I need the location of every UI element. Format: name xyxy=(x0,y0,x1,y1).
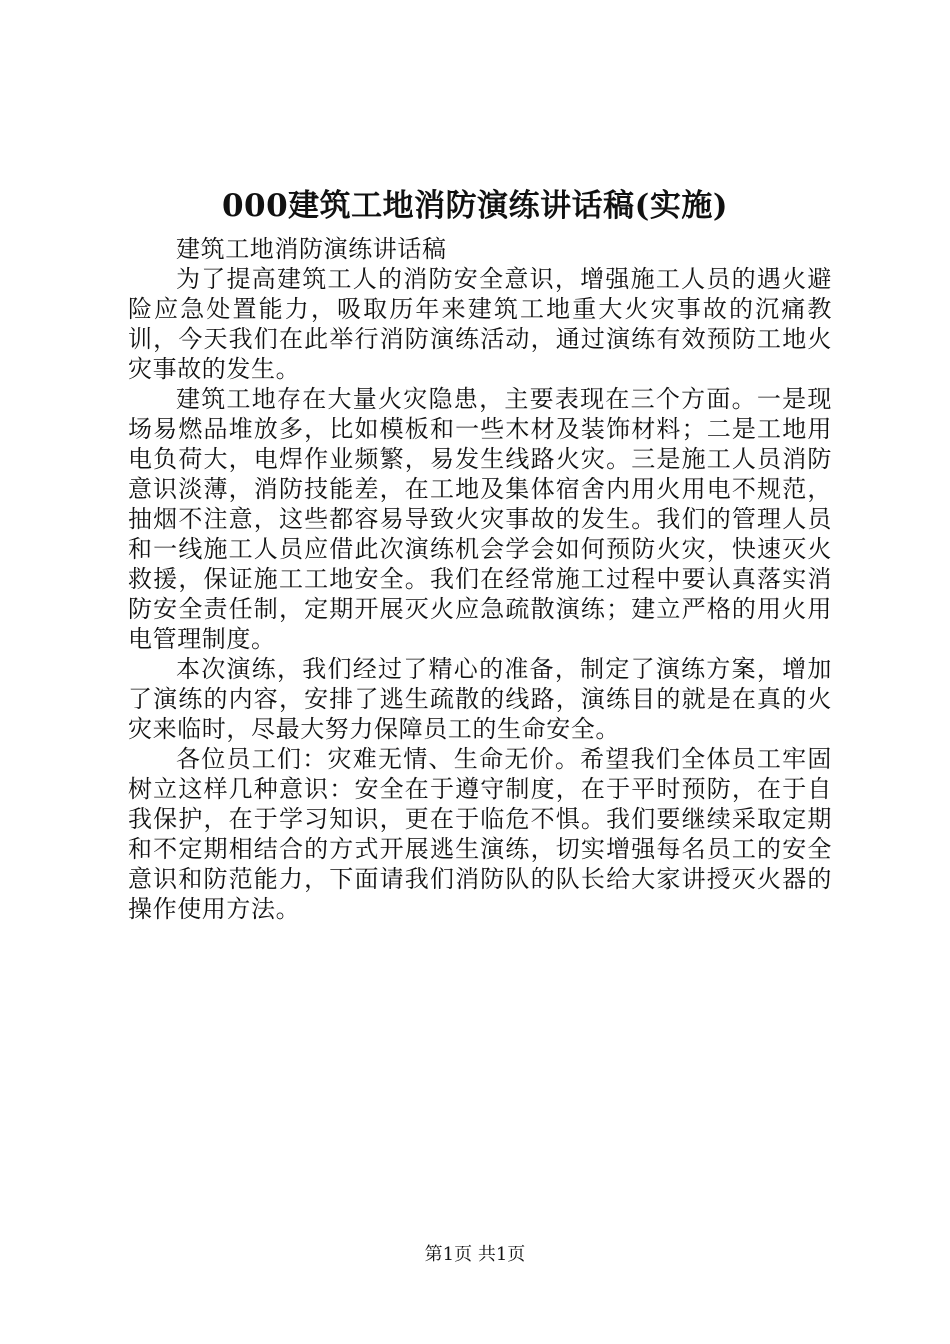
paragraph-1: 为了提高建筑工人的消防安全意识，增强施工人员的遇火避险应急处置能力，吸取历年来建筑工地重大火灾事故的沉痛教训，今天我们在此举行消防演练活动，通过演练有效预防工地火灾事故的发生。 xyxy=(128,265,832,383)
document-subtitle: 建筑工地消防演练讲话稿 xyxy=(176,235,447,263)
paragraph-2: 建筑工地存在大量火灾隐患，主要表现在三个方面。一是现场易燃品堆放多，比如模板和一些木材及装饰材料；二是工地用电负荷大，电焊作业频繁，易发生线路火灾。三是施工人员消防意识淡薄，消防技能差，在工地及集体宿舍内用火用电不规范，抽烟不注意，这些都容易导致火灾事故的发生。我们的管理人员和一线施工人员应借此次演练机会学会如何预防火灾，快速灭火救援，保证施工工地安全。我们在经常施工过程中要认真落实消防安全责任制，定期开展灭火应急疏散演练；建立严格的用火用电管理制度。 xyxy=(128,385,832,653)
document-body xyxy=(128,234,832,924)
page-footer: 第1页 共1页 xyxy=(424,1244,526,1265)
paragraph-4: 各位员工们：灾难无情、生命无价。希望我们全体员工牢固树立这样几种意识：安全在于遵守制度，在于平时预防，在于自我保护，在于学习知识，更在于临危不惧。我们要继续采取定期和不定期相结合的方式开展逃生演练，切实增强每名员工的安全意识和防范能力，下面请我们消防队的队长给大家讲授灭火器的操作使用方法。 xyxy=(128,745,832,923)
document-title: 000建筑工地消防演练讲话稿(实施) xyxy=(221,188,729,224)
paragraph-3: 本次演练，我们经过了精心的准备，制定了演练方案，增加了演练的内容，安排了逃生疏散的线路，演练目的就是在真的火灾来临时，尽最大努力保障员工的生命安全。 xyxy=(128,655,832,743)
